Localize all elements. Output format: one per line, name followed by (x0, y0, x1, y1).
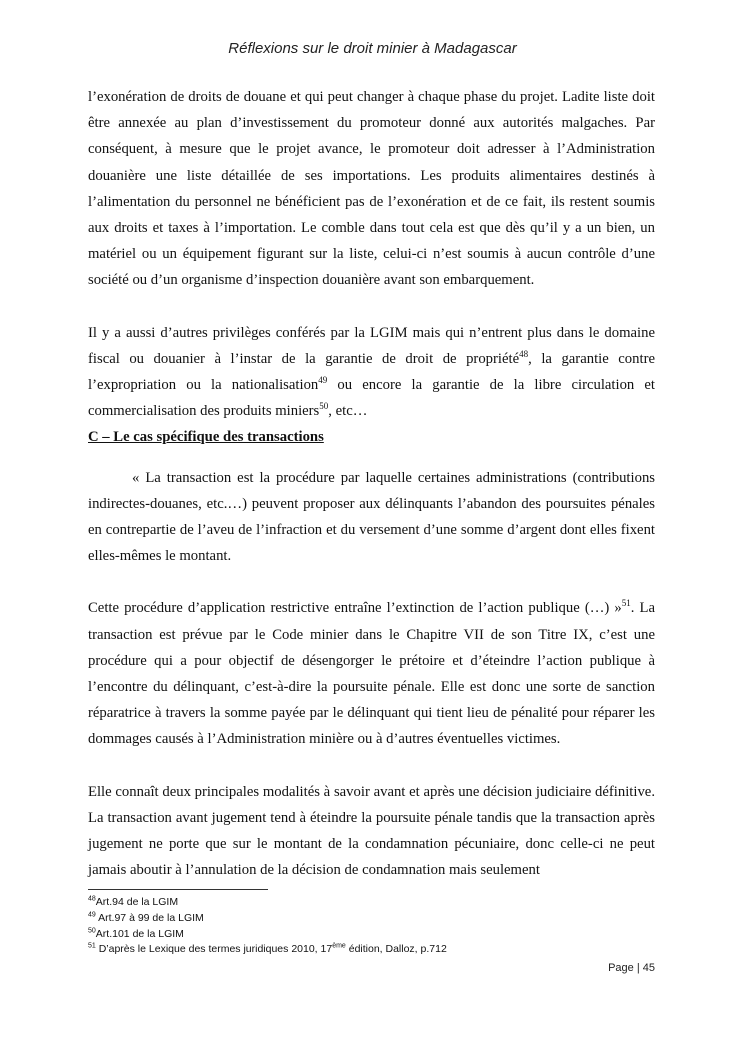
footnotes (88, 895, 658, 958)
paragraph-privileges-text-4: , etc… (328, 403, 368, 420)
main-text (88, 84, 655, 883)
footnote-49 (88, 911, 658, 927)
paragraph-exoneration: l’exonération de droits de douane et qui peut changer à chaque phase du projet. Ladite liste doit être annexée au plan d’investissement du promoteur donné aux autorités malgaches. Par conséquent, à mesure que le projet avance, le promoteur doit adresser à l’Administration douanière une liste détaillée de ses importations. Les produits alimentaires destinés à l’alimentation du personnel ne bénéficient pas de l’exonération et de ce fait, ils restent soumis aux droits et taxes à l’importation. Le comble dans tout cela est que dès qu’il y a un bien, un matériel ou un équipement figurant sur la liste, celui-ci n’est soumis à aucun contrôle d’une société ou d’un organisme d’inspection douanière avant son embarquement. (88, 89, 655, 289)
paragraph-privileges (88, 320, 655, 425)
paragraph-procedure-text-2: . La transaction est prévue par le Code minier dans le Chapitre VII de son Titre IX, c’est une procédure qui a pour objectif de désengorger le prétoire et d’éteindre l’action publique à l’encontre du délinquant, c’est-à-dire la poursuite pénale. Elle est donc une sorte de sanction réparatrice à travers la somme payée par le délinquant qui tient lieu de pénalité pour réparer les dommages causés à l’Administration minière ou à d’autres éventuelles victimes. (88, 600, 656, 748)
section-heading: C – Le cas spécifique des transactions (88, 429, 324, 446)
footnote-ref-49[interactable]: 49 (318, 375, 328, 386)
footnote-number: 49 (88, 911, 96, 919)
paragraph-modalites: Elle connaît deux principales modalités à savoir avant et après une décision judiciaire définitive. La transaction avant jugement tend à éteindre la poursuite pénale tandis que la transaction après jugement ne porte que sur le montant de la condamnation pécuniaire, donc celle-ci ne peut jamais aboutir à l’annulation de la décision de condamnation mais seulement (88, 783, 655, 879)
footnote-51 (88, 942, 658, 958)
footnote-separator (88, 889, 268, 890)
paragraph-procedure-text-1: Cette procédure d’application restrictive entraîne l’extinction de l’action publique (…) » (88, 600, 622, 617)
paragraph-procedure (88, 595, 655, 752)
paragraph-transaction-quote: « La transaction est la procédure par laquelle certaines administrations (contributions indirectes-douanes, etc.…) peuvent proposer aux délinquants l’abandon des poursuites pénales en contrepartie de l’aveu de l’infraction et du versement d’une somme d’argent dont elles fixent elles-mêmes le montant. (88, 469, 655, 565)
footnote-number: 51 (88, 942, 96, 950)
footnote-ref-48[interactable]: 48 (519, 348, 529, 359)
page-number: Page | 45 (608, 962, 655, 974)
footnote-48 (88, 895, 658, 911)
footnote-text: Art.101 de la LGIM (95, 927, 184, 940)
footnote-ref-51[interactable]: 51 (621, 598, 631, 609)
paragraph-privileges-text-3: ou encore la garantie de la libre circulation et commercialisation des produits miniers (88, 377, 656, 420)
footnote-50 (88, 927, 658, 943)
paragraph-privileges-text-2: , la garantie contre l’expropriation ou la nationalisation (88, 350, 655, 394)
footnote-text-tail: édition, Dalloz, p.712 (345, 943, 447, 956)
running-header: Réflexions sur le droit minier à Madagascar (228, 40, 517, 57)
footnote-number: 50 (88, 927, 96, 935)
footnote-superscript: ème (332, 942, 346, 950)
footnote-text: Art.97 à 99 de la LGIM (95, 911, 204, 924)
footnote-text: D’après le Lexique des termes juridiques 2010, 17 (95, 943, 333, 956)
footnote-number: 48 (88, 895, 96, 903)
footnote-ref-50[interactable]: 50 (319, 401, 329, 412)
footnote-text: Art.94 de la LGIM (95, 896, 179, 908)
paragraph-privileges-text-1: Il y a aussi d’autres privilèges conférés par la LGIM mais qui n’entrent plus dans le domaine fiscal ou douanier à l’instar de la garantie de droit de propriété (88, 324, 655, 367)
